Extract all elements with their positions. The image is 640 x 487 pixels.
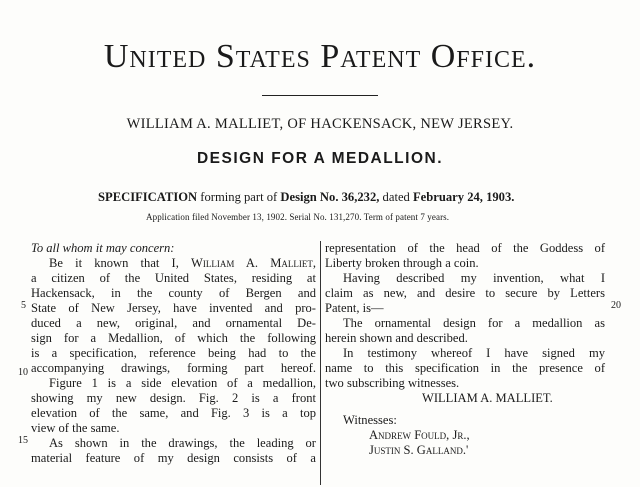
text-line: view of the same. (31, 421, 120, 435)
spec-text-2: dated (379, 190, 413, 204)
spec-label: SPECIFICATION (98, 190, 198, 204)
line-number-5: 5 (21, 300, 26, 311)
line-number-10: 10 (18, 367, 28, 378)
text-line: The ornamental design for a medallion as (343, 316, 605, 330)
spec-text-1: forming part of (197, 190, 281, 204)
text-line: As shown in the drawings, the leading or (49, 436, 316, 450)
text-line: In testimony whereof I have signed my (343, 346, 605, 360)
text-line: showing my new design. Fig. 2 is a front (31, 391, 316, 405)
text-line: Liberty broken through a coin. (325, 256, 479, 270)
text-line: elevation of the same, and Fig. 3 is a top (31, 406, 316, 420)
application-line: Application filed November 13, 1902. Serial No. 131,270. Term of patent 7 years. (146, 212, 450, 222)
text-line: Having described my invention, what I (343, 271, 605, 285)
left-column (31, 241, 316, 466)
text-line: accompanying drawings, forming part hereof. (31, 361, 316, 375)
text-line: is a specification, reference being had to the (31, 346, 316, 360)
spacer (325, 406, 605, 413)
signature: WILLIAM A. MALLIET. (422, 391, 553, 405)
line-number-20: 20 (611, 300, 621, 311)
column-divider (320, 241, 321, 485)
text-line: representation of the head of the Goddess of (325, 241, 605, 255)
text-line: sign for a Medallion, of which the following (31, 331, 316, 345)
text-line: herein shown and described. (325, 331, 468, 345)
office-heading: United States Patent Office. (103, 38, 537, 75)
witness-1: Andrew Fould, Jr., (369, 428, 470, 442)
text-line: material feature of my design consists of a (31, 451, 316, 465)
design-number: Design No. 36,232, (280, 190, 380, 204)
specification-line (98, 190, 514, 205)
title-rule (262, 95, 378, 96)
text-line: a citizen of the United States, residing at (31, 271, 316, 285)
salutation: To all whom it may concern: (31, 241, 175, 255)
text-line: claim as new, and desire to secure by Letters (325, 286, 605, 300)
text-line: State of New Jersey, have invented and pro- (31, 301, 316, 315)
text-line: Patent, is— (325, 301, 384, 315)
witness-2: Justin S. Galland.' (369, 443, 469, 457)
inventor-name: William A. Malliet (191, 256, 313, 270)
text-line: Be it known that I, William A. Malliet, (49, 256, 316, 270)
text-line: Hackensack, in the county of Bergen and (31, 286, 316, 300)
text-line: name to this specification in the presence of (325, 361, 605, 375)
design-title: DESIGN FOR A MEDALLION. (196, 150, 444, 167)
text-line: Figure 1 is a side elevation of a medallion, (49, 376, 316, 390)
inventor-line: WILLIAM A. MALLIET, OF HACKENSACK, NEW JERSEY. (126, 116, 514, 132)
right-column (325, 241, 605, 458)
text-line: duced a new, original, and ornamental De- (31, 316, 316, 330)
line-number-15: 15 (18, 435, 28, 446)
text-line: two subscribing witnesses. (325, 376, 460, 390)
witnesses-label: Witnesses: (343, 413, 397, 427)
patent-date: February 24, 1903. (412, 190, 515, 204)
